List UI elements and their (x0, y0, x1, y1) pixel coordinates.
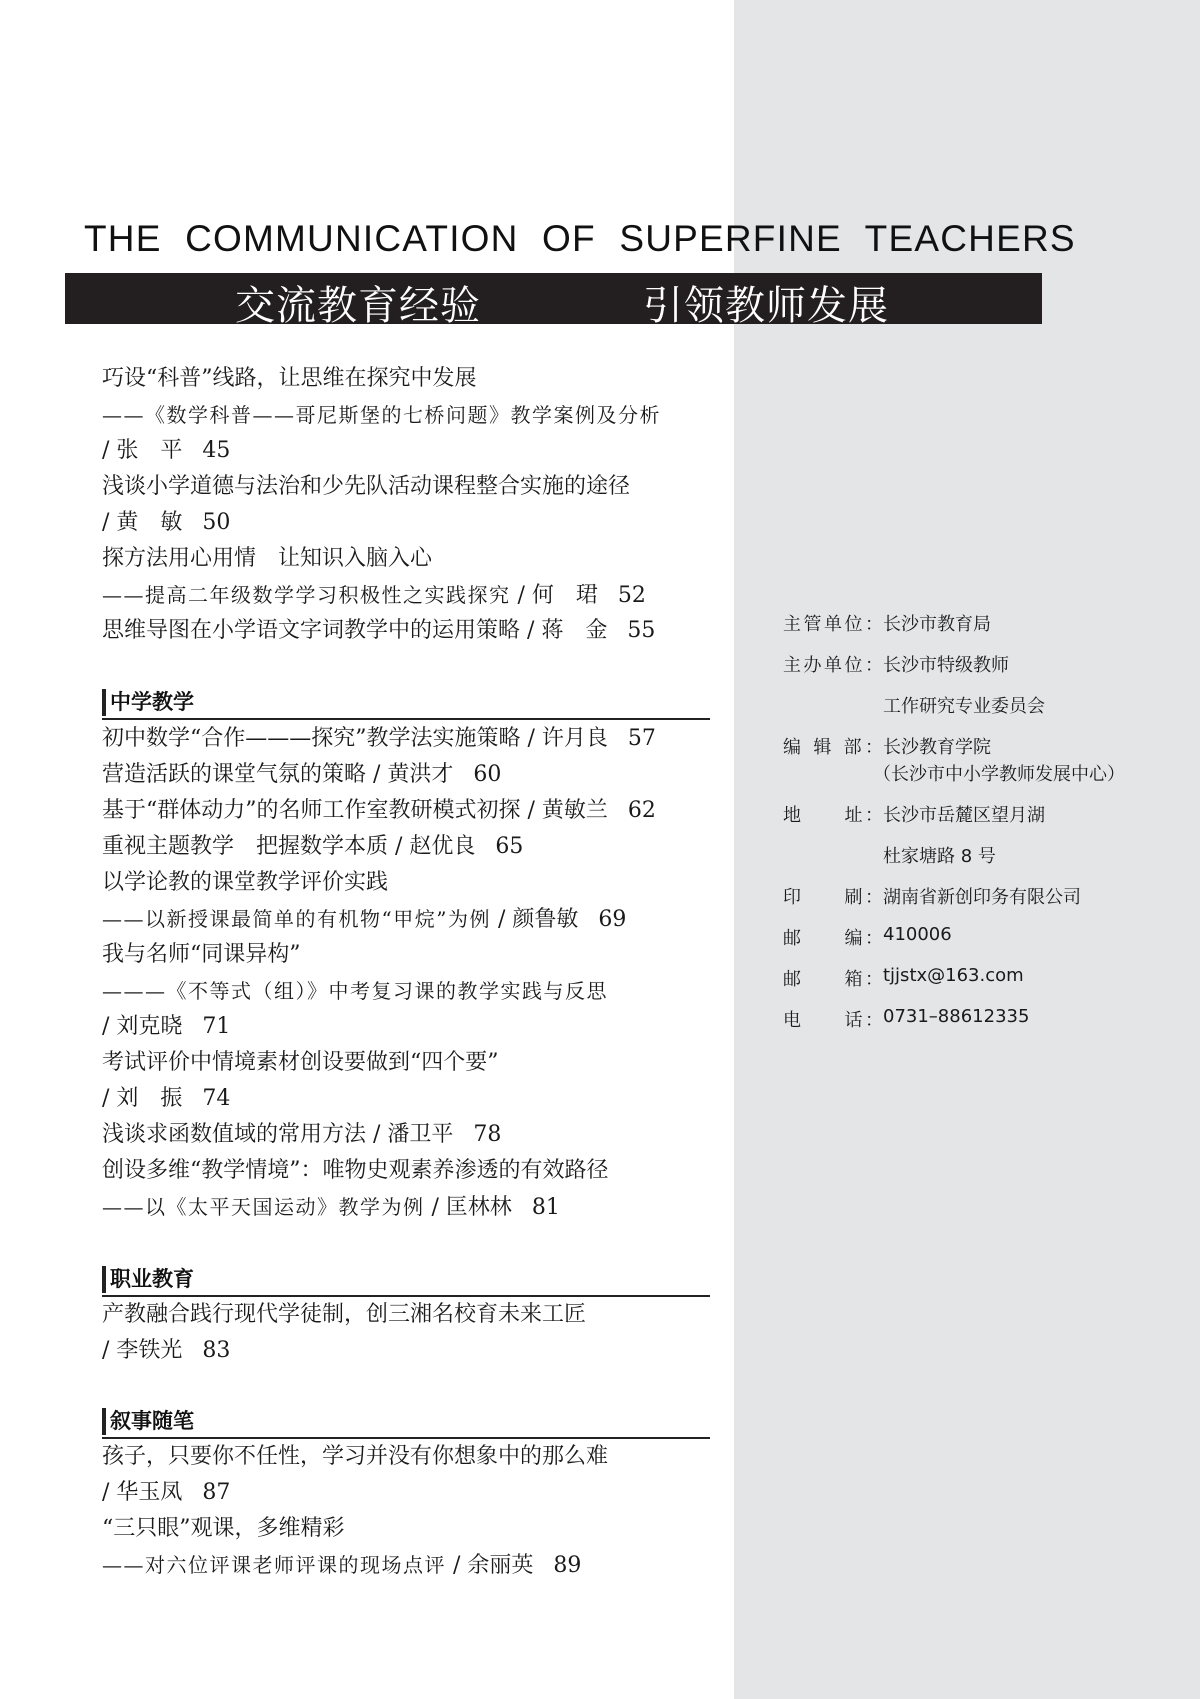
section-label: 中学教学 (110, 690, 194, 714)
toc-entry-title[interactable]: 营造活跃的课堂气氛的策略 (102, 762, 367, 787)
toc-entry-author: / 刘克晓 (102, 1014, 183, 1039)
toc-entry-subline (102, 1549, 581, 1581)
toc-entry-title[interactable]: “三只眼”观课，多维精彩 (102, 1516, 345, 1541)
toc-entry-subtitle: ——对六位评课老师评课的现场点评 (102, 1553, 446, 1577)
toc-entry-author: / 黄 敏 (102, 510, 183, 535)
toc-entry-page[interactable]: 81 (531, 1195, 560, 1220)
info-value: 工作研究专业委员会 (883, 696, 1045, 717)
toc-entry-author: / 李铁光 (102, 1338, 183, 1363)
toc-entry-line (102, 723, 656, 755)
toc-entry-page[interactable]: 69 (598, 907, 627, 932)
toc-entry-line (102, 831, 523, 863)
toc-entry-author: / 赵优良 (395, 834, 476, 859)
info-label: 邮 箱： (783, 969, 883, 990)
toc-entry-title[interactable]: 我与名师“同课异构” (102, 942, 301, 967)
toc-entry-title[interactable]: 孩子，只要你不任性，学习并没有你想象中的那么难 (102, 1444, 609, 1469)
toc-entry-title[interactable]: 巧设“科普”线路，让思维在探究中发展 (102, 366, 477, 391)
info-label: 主办单位： (783, 655, 883, 676)
toc-entry-page[interactable]: 57 (627, 726, 656, 751)
toc-entry-page[interactable]: 45 (202, 438, 231, 463)
toc-entry-line (102, 1119, 501, 1151)
info-label: 邮 编： (783, 928, 883, 949)
info-label: 印 刷： (783, 887, 883, 908)
toc-entry-author: / 余丽英 (453, 1553, 534, 1578)
toc-entry-author: / 黄敏兰 (527, 798, 608, 823)
info-value: （长沙市中小学教师发展中心） (873, 764, 1125, 785)
toc-entry-author: / 颜鲁敏 (497, 907, 579, 932)
toc-entry-subtitle: ——《数学科普——哥尼斯堡的七桥问题》教学案例及分析 (102, 403, 661, 427)
toc-entry-author: / 何 珺 (517, 583, 598, 608)
section-header-narrative (102, 1406, 710, 1439)
toc-entry-page[interactable]: 89 (553, 1553, 582, 1578)
toc-entry-author: / 华玉凤 (102, 1480, 183, 1505)
info-address-cont (883, 842, 996, 868)
toc-entry-subtitle: ——提高二年级数学学习积极性之实践探究 (102, 583, 511, 607)
toc-entry-page[interactable]: 71 (202, 1014, 231, 1039)
info-value: 长沙教育学院 (883, 737, 991, 758)
toc-entry-title[interactable]: 浅谈求函数值域的常用方法 (102, 1122, 367, 1147)
toc-entry-line (102, 795, 656, 827)
slogan-left: 交流教育经验 (235, 283, 481, 329)
info-value: 0731–88612335 (883, 1006, 1030, 1027)
toc-entry-title[interactable]: 重视主题教学 把握数学本质 (102, 834, 389, 859)
toc-entry-author: / 蒋 金 (527, 618, 608, 643)
info-value: 长沙市特级教师 (883, 655, 1009, 676)
english-title: THE COMMUNICATION OF SUPERFINE TEACHERS (84, 218, 1076, 259)
info-value: 杜家塘路 8 号 (883, 846, 996, 867)
toc-entry-byline (102, 435, 230, 467)
info-label: 地 址： (783, 805, 883, 826)
info-label: 电 话： (783, 1010, 883, 1031)
toc-entry-subtitle: ——以新授课最简单的有机物“甲烷”为例 (102, 907, 491, 931)
toc-entry-subtitle: ———《不等式（组）》中考复习课的教学实践与反思 (102, 979, 608, 1003)
section-header-vocational (102, 1264, 710, 1297)
section-header-middle-school (102, 687, 710, 720)
toc-entry-page[interactable]: 60 (473, 762, 502, 787)
toc-entry-page[interactable]: 62 (627, 798, 656, 823)
slogan-right: 引领教师发展 (643, 283, 889, 329)
info-value: 湖南省新创印务有限公司 (883, 887, 1081, 908)
toc-entry-byline (102, 507, 230, 539)
toc-entry-line (102, 615, 655, 647)
toc-entry-title[interactable]: 创设多维“教学情境”：唯物史观素养渗透的有效路径 (102, 1158, 609, 1183)
toc-entry-subline (102, 1191, 560, 1223)
toc-entry-page[interactable]: 65 (495, 834, 524, 859)
section-marker (102, 1408, 106, 1435)
info-value: 长沙市教育局 (883, 614, 991, 635)
toc-entry-byline (102, 1083, 230, 1115)
toc-entry-page[interactable]: 78 (473, 1122, 502, 1147)
toc-entry-title[interactable]: 产教融合践行现代学徒制，创三湘名校育未来工匠 (102, 1302, 587, 1327)
toc-entry-byline (102, 1335, 230, 1367)
info-label: 主管单位： (783, 614, 883, 635)
toc-entry-author: / 刘 振 (102, 1086, 183, 1111)
toc-entry-page[interactable]: 55 (627, 618, 656, 643)
info-sponsor-cont (883, 692, 1045, 718)
toc-entry-author: / 匡林林 (431, 1195, 512, 1220)
toc-entry-title[interactable]: 初中数学“合作———探究”教学法实施策略 (102, 726, 521, 751)
section-label: 叙事随笔 (110, 1409, 194, 1433)
toc-entry-author: / 黄洪才 (373, 762, 454, 787)
section-label: 职业教育 (110, 1267, 194, 1291)
info-value-email[interactable]: tjjstx@163.com (883, 965, 1024, 986)
toc-entry-page[interactable]: 52 (617, 583, 646, 608)
toc-entry-title[interactable]: 浅谈小学道德与法治和少先队活动课程整合实施的途径 (102, 474, 631, 499)
toc-entry-title[interactable]: 以学论教的课堂教学评价实践 (102, 870, 389, 895)
toc-entry-subline (102, 579, 646, 611)
toc-entry-page[interactable]: 74 (202, 1086, 231, 1111)
toc-entry-author: / 潘卫平 (373, 1122, 454, 1147)
toc-entry-title[interactable]: 探方法用心用情 让知识入脑入心 (102, 546, 433, 571)
info-value: 长沙市岳麓区望月湖 (883, 805, 1045, 826)
toc-entry-byline (102, 1011, 230, 1043)
toc-entry-author: / 张 平 (102, 438, 183, 463)
toc-entry-subline (102, 903, 626, 935)
info-editorial-cont (873, 760, 1125, 786)
toc-entry-page[interactable]: 83 (202, 1338, 231, 1363)
info-value: 410006 (883, 924, 952, 945)
toc-entry-byline (102, 1477, 230, 1509)
toc-entry-subtitle: ——以《太平天国运动》教学为例 (102, 1195, 425, 1219)
section-marker (102, 689, 106, 716)
section-marker (102, 1266, 106, 1293)
toc-entry-title[interactable]: 思维导图在小学语文字词教学中的运用策略 (102, 618, 521, 643)
toc-entry-page[interactable]: 87 (202, 1480, 231, 1505)
toc-entry-author: / 许月良 (527, 726, 608, 751)
toc-entry-title[interactable]: 考试评价中情境素材创设要做到“四个要” (102, 1050, 499, 1075)
toc-entry-title[interactable]: 基于“群体动力”的名师工作室教研模式初探 (102, 798, 521, 823)
info-label: 编 辑 部： (783, 737, 883, 758)
toc-entry-line (102, 759, 501, 791)
toc-entry-page[interactable]: 50 (202, 510, 231, 535)
